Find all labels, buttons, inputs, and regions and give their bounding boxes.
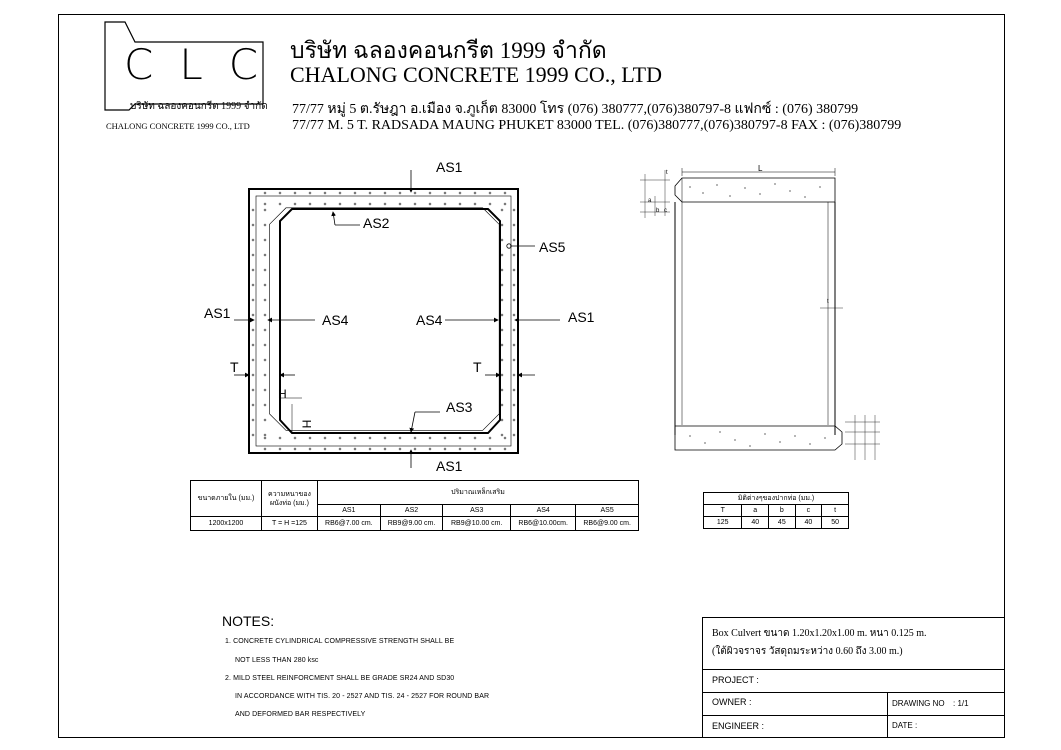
elev-label-t-top: t (666, 170, 668, 176)
label-as5: AS5 (539, 239, 566, 255)
company-name-en: CHALONG CONCRETE 1999 CO., LTD (290, 62, 662, 87)
cell-as4: RB6@10.00cm. (511, 517, 576, 531)
dim-value: 45 (769, 517, 796, 529)
note-line: NOT LESS THAN 280 ksc (235, 657, 319, 664)
note-line: AND DEFORMED BAR RESPECTIVELY (235, 711, 366, 718)
label-t-left: T (230, 359, 239, 375)
elev-label-c: c (664, 208, 667, 214)
project-label: PROJECT : (712, 675, 759, 685)
dim-header: c (795, 505, 822, 517)
elevation-drawing (625, 160, 895, 470)
cell-as2: RB9@9.00 cm. (380, 517, 443, 531)
engineer-label: ENGINEER : (712, 721, 765, 731)
title-block-vdivider (887, 692, 888, 738)
cell-as3: RB9@10.00 cm. (443, 517, 511, 531)
title-line-2: (ใต้ผิวจราจร วัสดุถมระหว่าง 0.60 ถึง 3.00 m.) (712, 646, 903, 657)
logo-caption-th: บริษัท ฉลองคอนกรีต 1999 จำกัด (130, 101, 268, 112)
logo-text: CLC (124, 40, 285, 89)
label-as3: AS3 (446, 399, 473, 415)
col-rebar: ปริมาณเหล็กเสริม (318, 481, 639, 505)
elev-label-t-mid: t (827, 299, 829, 305)
elev-label-a: a (648, 198, 652, 204)
rebar-spec-table (190, 480, 639, 531)
title-block-divider (702, 669, 1004, 670)
company-name-th: บริษัท ฉลองคอนกรีต 1999 จำกัด (290, 38, 607, 63)
label-as1-left: AS1 (204, 305, 231, 321)
col-thickness: ความหนาของ ผนังท่อ (มม.) (262, 481, 318, 517)
cell-as1: RB6@7.00 cm. (318, 517, 381, 531)
note-line: 2. MILD STEEL REINFORCMENT SHALL BE GRADE SR24 AND SD30 (225, 675, 455, 682)
sub-header: AS4 (511, 505, 576, 517)
cell-as5: RB6@9.00 cm. (576, 517, 639, 531)
dim-header: b (769, 505, 796, 517)
sub-header: AS2 (380, 505, 443, 517)
notes-title: NOTES: (222, 613, 275, 629)
label-as4-left: AS4 (322, 312, 349, 328)
cell-thickness: T = H =125 (262, 517, 318, 531)
sub-header: AS3 (443, 505, 511, 517)
cell-size: 1200x1200 (191, 517, 262, 531)
cross-section-drawing (190, 150, 610, 480)
note-line: IN ACCORDANCE WITH TIS. 20 - 2527 AND TIS. 24 - 2527 FOR ROUND BAR (235, 693, 490, 700)
table-row (191, 517, 639, 531)
table-row (704, 517, 849, 529)
label-as1-right: AS1 (568, 309, 595, 325)
dim-header: T (704, 505, 742, 517)
label-as2: AS2 (363, 215, 390, 231)
dim-value: 40 (795, 517, 822, 529)
sub-header: AS1 (318, 505, 381, 517)
date-label: DATE : (892, 721, 918, 730)
label-h-side: H (299, 419, 314, 429)
col-inner-size: ขนาดภายใน (มม.) (191, 481, 262, 517)
sub-header: AS5 (576, 505, 639, 517)
title-block-divider (702, 692, 1004, 693)
logo-caption-en: CHALONG CONCRETE 1999 CO., LTD (106, 121, 250, 131)
dim-value: 125 (704, 517, 742, 529)
note-line: 1. CONCRETE CYLINDRICAL COMPRESSIVE STRENGTH SHALL BE (225, 638, 455, 645)
title-block-divider (702, 715, 1004, 716)
dimension-table (703, 492, 849, 529)
company-address-th: 77/77 หมู่ 5 ต.รัษฎา อ.เมือง จ.ภูเก็ต 83000 โทร (076) 380777,(076)380797-8 แฟกซ์ : (076) 380799 (292, 102, 859, 117)
title-line-1: Box Culvert ขนาด 1.20x1.20x1.00 m. หนา 0.125 m. (712, 628, 927, 639)
owner-label: OWNER : (712, 697, 752, 707)
dim-value: 50 (822, 517, 849, 529)
label-t-right: T (473, 359, 482, 375)
elev-label-b: b (656, 208, 660, 214)
dim-header: t (822, 505, 849, 517)
elev-label-L: L (758, 164, 763, 173)
drawing-no-value: : 1/1 (953, 699, 969, 708)
dim-table-title: มิติต่างๆของปากท่อ (มม.) (704, 493, 849, 505)
label-as4-right: AS4 (416, 312, 443, 328)
dim-value: 40 (742, 517, 769, 529)
label-as1-bottom: AS1 (436, 458, 463, 474)
company-address-en: 77/77 M. 5 T. RADSADA MAUNG PHUKET 83000 TEL. (076)380777,(076)380797-8 FAX : (076)380799 (292, 118, 902, 133)
label-as1-top: AS1 (436, 159, 463, 175)
dim-header: a (742, 505, 769, 517)
drawing-no-label: DRAWING NO (892, 699, 945, 708)
label-h-top: H (278, 387, 287, 401)
